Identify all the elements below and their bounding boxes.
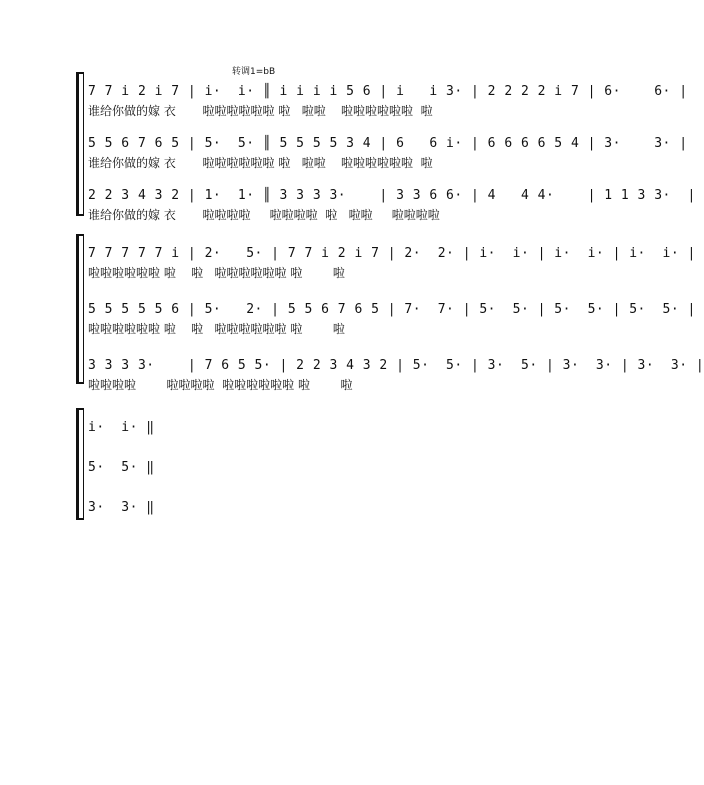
notes-line: 2 2 3 4 3 2 | 1· 1· ║ 3 3 3 3· | 3 3 6 6· | 4 4 4· | 1 1 3 3· |	[88, 188, 696, 203]
system-bracket-line	[83, 408, 84, 520]
soprano-part	[88, 234, 696, 280]
lyrics-line: 啦啦啦啦啦啦 啦 啦 啦啦啦啦啦啦 啦 啦	[88, 266, 345, 280]
notes-line: 5 5 6 7 6 5 | 5· 5· ║ 5 5 5 5 3 4 | 6 6 i· | 6 6 6 6 5 4 | 3· 3· |	[88, 136, 688, 151]
notes-line: 3· 3· ‖	[88, 500, 155, 515]
system-bracket-line	[83, 234, 84, 384]
lyrics-line: 啦啦啦啦啦啦 啦 啦 啦啦啦啦啦啦 啦 啦	[88, 322, 345, 336]
notes-line: 5 5 5 5 5 6 | 5· 2· | 5 5 6 7 6 5 | 7· 7· | 5· 5· | 5· 5· | 5· 5· |	[88, 302, 696, 317]
score-system-1	[74, 72, 696, 222]
lyrics-line: 啦啦啦啦 啦啦啦啦 啦啦啦啦啦啦 啦 啦	[88, 378, 353, 392]
soprano-part	[88, 72, 688, 118]
lyrics-line: 谁给你做的嫁 衣 啦啦啦啦啦啦 啦 啦啦 啦啦啦啦啦啦 啦	[88, 104, 433, 118]
lyrics-line: 谁给你做的嫁 衣 啦啦啦啦 啦啦啦啦 啦 啦啦 啦啦啦啦	[88, 208, 440, 222]
score-system-3	[74, 408, 154, 520]
notes-line: 5· 5· ‖	[88, 460, 155, 475]
bass-part	[88, 488, 154, 528]
system-bracket-line	[83, 72, 84, 216]
score-system-2	[74, 234, 704, 392]
notes-line: 7 7 i 2 i 7 | i· i· ║ i i i i 5 6 | i i 3· | 2 2 2 2 i 7 | 6· 6· |	[88, 84, 688, 99]
notes-line: i· i· ‖	[88, 420, 155, 435]
bass-part	[88, 346, 704, 392]
lyrics-line: 谁给你做的嫁 衣 啦啦啦啦啦啦 啦 啦啦 啦啦啦啦啦啦 啦	[88, 156, 433, 170]
alto-part	[88, 448, 154, 488]
key-change-label: 转调1=bB	[232, 67, 276, 77]
soprano-part	[88, 408, 154, 448]
bass-part	[88, 176, 696, 222]
alto-part	[88, 290, 696, 336]
notes-line: 7 7 7 7 7 i | 2· 5· | 7 7 i 2 i 7 | 2· 2· | i· i· | i· i· | i· i· |	[88, 246, 696, 261]
alto-part	[88, 124, 688, 170]
notes-line: 3 3 3 3· | 7 6 5 5· | 2 2 3 4 3 2 | 5· 5· | 3· 5· | 3· 3· | 3· 3· |	[88, 358, 704, 373]
